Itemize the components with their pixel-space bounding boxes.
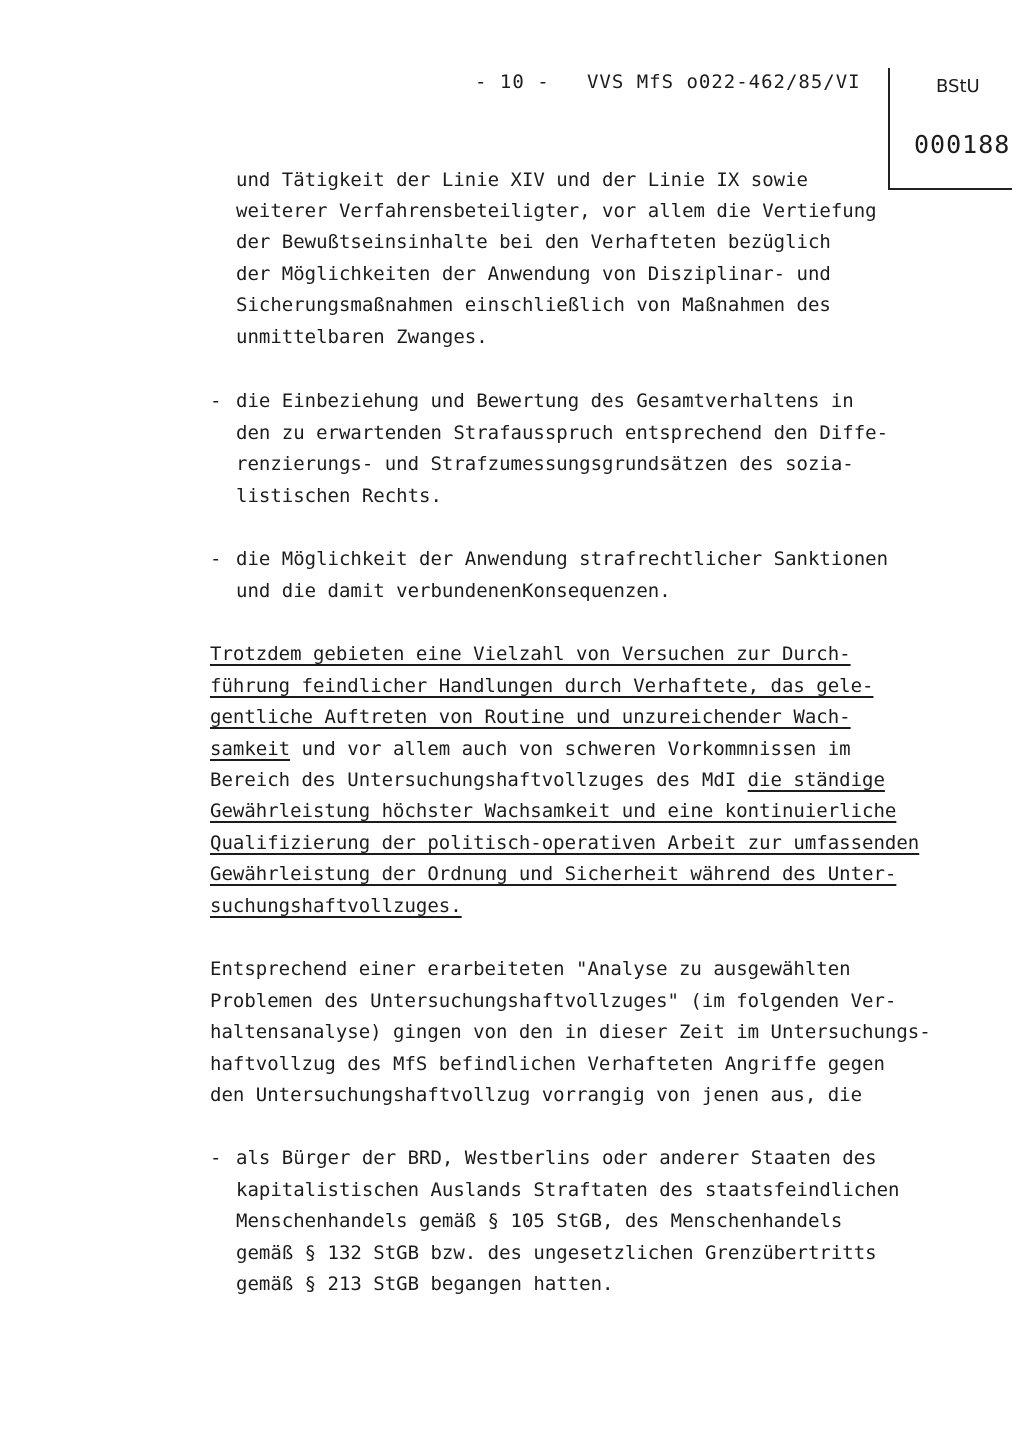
stamp-org: BStU <box>936 76 980 97</box>
bullet-dash: - <box>210 1147 222 1169</box>
bullet1-line: die Einbeziehung und Bewertung des Gesamtverhaltens in <box>236 390 854 412</box>
bullet-dash: - <box>210 390 222 412</box>
para3-line: haftvollzug des MfS befindlichen Verhafteten Angriffe gegen <box>210 1053 885 1075</box>
para3-line: haltensanalyse) gingen von den in dieser Zeit im Untersuchungs- <box>210 1021 931 1043</box>
para1-line: unmittelbaren Zwanges. <box>236 326 488 348</box>
para1-line: der Möglichkeiten der Anwendung von Disziplinar- und <box>236 263 831 285</box>
bullet3-line: kapitalistischen Auslands Straftaten des staatsfeindlichen <box>236 1179 900 1201</box>
underlined-text: gentliche Auftreten von Routine und unzureichender Wach- <box>210 706 851 728</box>
bullet2-line: und die damit verbundenenKonsequenzen. <box>236 580 671 602</box>
bullet1-line: den zu erwartenden Strafausspruch entsprechend den Diffe- <box>236 422 889 444</box>
underlined-text: suchungshaftvollzuges. <box>210 895 462 917</box>
underlined-text: Gewährleistung der Ordnung und Sicherheit während des Unter- <box>210 863 897 885</box>
para1-line: Sicherungsmaßnahmen einschließlich von Maßnahmen des <box>236 294 831 316</box>
bullet1-line: renzierungs- und Strafzumessungsgrundsätzen des sozia- <box>236 453 854 475</box>
para2-line <box>210 736 851 762</box>
para2-line <box>210 704 851 730</box>
bullet2-line: die Möglichkeit der Anwendung strafrechtlicher Sanktionen <box>236 548 889 570</box>
para1-line: der Bewußtseinsinhalte bei den Verhafteten bezüglich <box>236 231 831 253</box>
para3-line: Problemen des Untersuchungshaftvollzuges" (im folgenden Ver- <box>210 990 897 1012</box>
bullet-dash: - <box>210 548 222 570</box>
para1-line: und Tätigkeit der Linie XIV und der Linie IX sowie <box>236 169 808 191</box>
stamp-number: 000188 <box>914 130 1011 159</box>
archive-stamp <box>888 68 1012 190</box>
para2-line <box>210 893 462 919</box>
bullet1-line: listischen Rechts. <box>236 485 442 507</box>
plain-text: Bereich des Untersuchungshaftvollzuges des MdI <box>210 769 748 791</box>
bullet3-line: gemäß § 132 StGB bzw. des ungesetzlichen Grenzübertritts <box>236 1242 877 1264</box>
bullet3-line: gemäß § 213 StGB begangen hatten. <box>236 1273 614 1295</box>
underlined-text: Gewährleistung höchster Wachsamkeit und eine kontinuierliche <box>210 800 897 822</box>
para2-line <box>210 767 885 793</box>
underlined-text: Qualifizierung der politisch-operativen Arbeit zur umfassenden <box>210 832 920 854</box>
underlined-text: Trotzdem gebieten eine Vielzahl von Versuchen zur Durch- <box>210 643 851 665</box>
para2-line <box>210 830 919 856</box>
para2-line <box>210 673 873 699</box>
underlined-text: samkeit <box>210 738 291 760</box>
underlined-text: die ständige <box>747 769 885 791</box>
bullet3-line: Menschenhandels gemäß § 105 StGB, des Menschenhandels <box>236 1210 843 1232</box>
page-header: - 10 - VVS MfS o022-462/85/VI <box>475 71 861 93</box>
para2-line <box>210 798 896 824</box>
para3-line: Entsprechend einer erarbeiteten "Analyse zu ausgewählten <box>210 958 851 980</box>
underlined-text: führung feindlicher Handlungen durch Verhaftete, das gele- <box>210 675 874 697</box>
para2-line <box>210 861 896 887</box>
bullet3-line: als Bürger der BRD, Westberlins oder anderer Staaten des <box>236 1147 877 1169</box>
para1-line: weiterer Verfahrensbeteiligter, vor allem die Vertiefung <box>236 200 877 222</box>
plain-text: und vor allem auch von schweren Vorkommnissen im <box>290 738 851 760</box>
para3-line: den Untersuchungshaftvollzug vorrangig von jenen aus, die <box>210 1084 863 1106</box>
para2-line <box>210 641 851 667</box>
